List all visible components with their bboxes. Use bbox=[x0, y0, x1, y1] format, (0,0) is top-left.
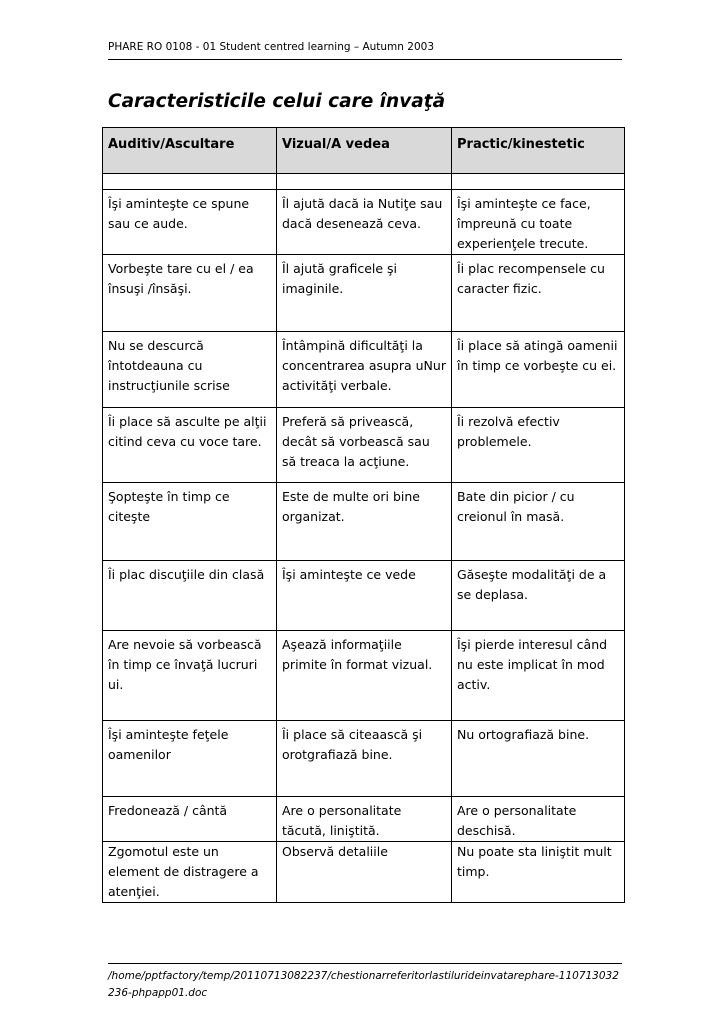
table-cell: Îi place să asculte pe alţii citind ceva cu voce tare. bbox=[103, 408, 277, 483]
table-row bbox=[103, 332, 625, 408]
table-row bbox=[103, 408, 625, 483]
column-header: Auditiv/Ascultare bbox=[103, 128, 277, 174]
empty-cell bbox=[103, 174, 277, 190]
table-cell: Aşează informaţiile primite în format vizual. bbox=[277, 631, 452, 721]
column-header: Vizual/A vedea bbox=[277, 128, 452, 174]
table-cell: Întâmpină dificultăţi la concentrarea asupra uNur activităţi verbale. bbox=[277, 332, 452, 408]
table-cell: Bate din picior / cu creionul în masă. bbox=[452, 483, 625, 561]
table-cell: Îi plac recompensele cu caracter fizic. bbox=[452, 255, 625, 332]
table-row bbox=[103, 483, 625, 561]
table-cell: Preferă să privească, decât să vorbească sau să treaca la acţiune. bbox=[277, 408, 452, 483]
table-cell: Îşi aminteşte ce spune sau ce aude. bbox=[103, 190, 277, 255]
empty-cell bbox=[277, 174, 452, 190]
table-row bbox=[103, 631, 625, 721]
table-cell: Are nevoie să vorbească în timp ce învaţă lucruri ui. bbox=[103, 631, 277, 721]
table-cell: Îi rezolvă efectiv problemele. bbox=[452, 408, 625, 483]
table-row bbox=[103, 190, 625, 255]
table-row bbox=[103, 842, 625, 903]
table-cell: Îşi aminteşte feţele oamenilor bbox=[103, 721, 277, 797]
table-cell: Îşi aminteşte ce face, împreună cu toate experienţele trecute. bbox=[452, 190, 625, 255]
table-cell: Îi place să atingă oamenii în timp ce vorbeşte cu ei. bbox=[452, 332, 625, 408]
table-cell: Este de multe ori bine organizat. bbox=[277, 483, 452, 561]
table-cell: Zgomotul este un element de distragere a atenţiei. bbox=[103, 842, 277, 903]
table-cell: Îi place să citeaască şi orotgrafiază bine. bbox=[277, 721, 452, 797]
table-cell: Are o personalitate deschisă. bbox=[452, 797, 625, 842]
table-cell: Nu se descurcă întotdeauna cu instrucţiunile scrise bbox=[103, 332, 277, 408]
table-cell: Îi plac discuţiile din clasă bbox=[103, 561, 277, 631]
table-cell: Nu ortografiază bine. bbox=[452, 721, 625, 797]
table-cell: Îşi pierde interesul când nu este implicat în mod activ. bbox=[452, 631, 625, 721]
learner-characteristics-table bbox=[102, 127, 625, 903]
file-path-footer: /home/pptfactory/temp/20110713082237/chestionarreferitorlastiluride​invatarephare-110713032236-phpapp01.doc bbox=[108, 963, 622, 1002]
table-cell: Îşi aminteşte ce vede bbox=[277, 561, 452, 631]
table-cell: Găseşte modalităţi de a se deplasa. bbox=[452, 561, 625, 631]
table-row bbox=[103, 721, 625, 797]
page-header: PHARE RO 0108 - 01 Student centred learning – Autumn 2003 bbox=[108, 41, 622, 60]
table-cell: Îl ajută dacă ia Nutiţe sau dacă desenează ceva. bbox=[277, 190, 452, 255]
table-row bbox=[103, 561, 625, 631]
table-cell: Şopteşte în timp ce citeşte bbox=[103, 483, 277, 561]
table-cell: Îl ajută graficele şi imaginile. bbox=[277, 255, 452, 332]
table-cell: Observă detaliile bbox=[277, 842, 452, 903]
table-header-row bbox=[103, 128, 625, 174]
document-title: Caracteristicile celui care învaţă bbox=[108, 91, 446, 112]
column-header: Practic/kinestetic bbox=[452, 128, 625, 174]
table-cell: Are o personalitate tăcută, liniştită. bbox=[277, 797, 452, 842]
empty-cell bbox=[452, 174, 625, 190]
table-cell: Nu poate sta liniştit mult timp. bbox=[452, 842, 625, 903]
table-cell: Vorbeşte tare cu el / ea însuşi /însăşi. bbox=[103, 255, 277, 332]
table-cell: Fredonează / cântă bbox=[103, 797, 277, 842]
table-row bbox=[103, 255, 625, 332]
table-spacer-row bbox=[103, 174, 625, 190]
table-row bbox=[103, 797, 625, 842]
